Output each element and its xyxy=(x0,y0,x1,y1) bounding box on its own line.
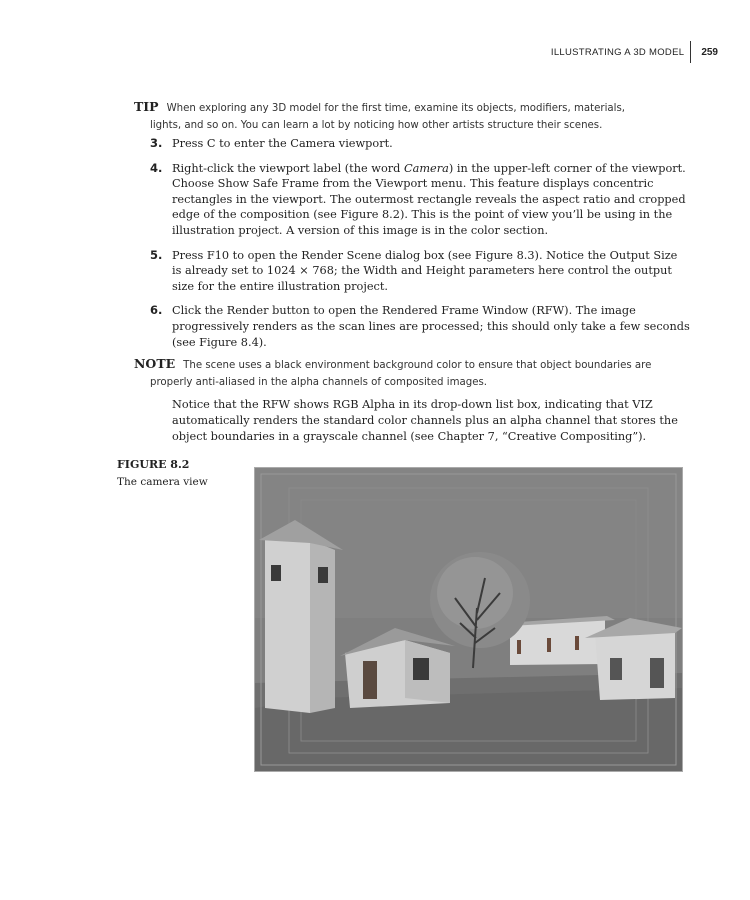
tip-callout xyxy=(134,98,674,134)
camera-view-render xyxy=(255,468,682,771)
tip-line-2: lights, and so on. You can learn a lot by noticing how other artists structure their scenes. xyxy=(150,120,603,131)
step-text: Right-click the viewport label (the word Camera) in the upper-left corner of the viewport. Choose Show Safe Frame from the Viewport menu. This feature displays concentric rectangles in the viewport. The outermost rectangle reveals the aspect ratio and cropped edge of the composition (see Figure 8.2). This is the point of view you’ll be using in the illustration project. A version of this image is in the color section. xyxy=(172,161,686,237)
tip-label: TIP xyxy=(134,99,159,114)
figure-caption: The camera view xyxy=(117,476,208,488)
running-title: ILLUSTRATING A 3D MODEL xyxy=(550,46,685,58)
header-divider xyxy=(690,41,691,63)
note-label: NOTE xyxy=(134,356,176,371)
step-number: 4. xyxy=(150,160,163,175)
note-line-1: The scene uses a black environment background color to ensure that object boundaries are xyxy=(183,360,652,371)
note-line-2: properly anti-aliased in the alpha channels of composited images. xyxy=(150,377,488,388)
step-number: 3. xyxy=(150,136,163,150)
step-item xyxy=(150,136,690,152)
note-callout xyxy=(134,355,674,391)
step-number: 5. xyxy=(150,247,163,262)
step-text: Press F10 to open the Render Scene dialog box (see Figure 8.3). Notice the Output Size is already set to 1024 × 768; the Width and Height parameters here control the output size for the entire illustration project. xyxy=(172,248,678,293)
step-item xyxy=(150,161,690,239)
body-paragraph: Notice that the RFW shows RGB Alpha in its drop-down list box, indicating that VIZ automatically renders the standard color channels plus an alpha channel that stores the object boundaries in a grayscale channel (see Chapter 7, “Creative Compositing”). xyxy=(172,398,678,443)
step-text: Click the Render button to open the Rendered Frame Window (RFW). The image progressively renders as the scan lines are processed; this should only take a few seconds (see Figure 8.4). xyxy=(172,304,690,349)
step-list xyxy=(150,136,690,359)
step-number: 6. xyxy=(150,303,163,318)
step-text: Press C to enter the Camera viewport. xyxy=(172,137,393,150)
page-number: 259 xyxy=(701,46,718,58)
page-header xyxy=(551,41,718,63)
camera-view-figure xyxy=(254,467,683,772)
step-item xyxy=(150,303,690,350)
tip-line-1: When exploring any 3D model for the first time, examine its objects, modifiers, materials, xyxy=(166,103,626,114)
step-item xyxy=(150,248,690,295)
figure-label: FIGURE 8.2 xyxy=(117,458,190,471)
